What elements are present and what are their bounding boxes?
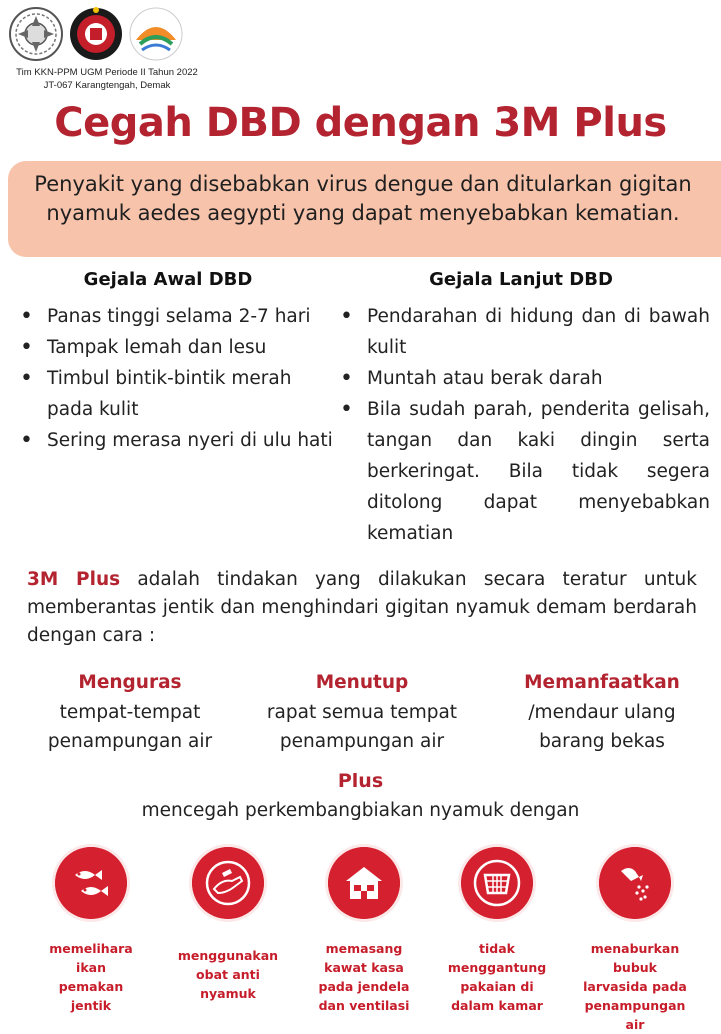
plus-definition: [27, 566, 697, 650]
label-line: obat anti: [196, 967, 260, 982]
memanfaatkan-desc-line-2: barang bekas: [539, 731, 665, 752]
plus-definition-text: adalah tindakan yang dilakukan secara teratur untuk memberantas jentik dan menghindari gigitan nyamuk demam berdarah dengan cara :: [27, 569, 697, 646]
menutup-desc-line-2: penampungan air: [279, 731, 445, 752]
menguras-block: [20, 668, 240, 756]
label-line: penampungan: [584, 998, 686, 1013]
list-item: • Sering merasa nyeri di ulu hati: [14, 425, 334, 456]
plus-item-fish: [26, 847, 156, 1013]
page-title: Cegah DBD dengan 3M Plus: [54, 100, 667, 146]
memanfaatkan-title: Memanfaatkan: [524, 672, 680, 693]
label-line: larvasida pada: [583, 979, 687, 994]
memanfaatkan-desc-line-1: /mendaur ulang: [528, 702, 676, 723]
plus-item-label: [570, 939, 700, 1034]
ugm-emblem-logo: [8, 6, 64, 62]
label-line: kawat kasa: [324, 960, 404, 975]
label-line: bubuk: [612, 960, 657, 975]
menutup-block: [252, 668, 472, 756]
definition-text: Penyakit yang disebabkan virus dengue dan ditularkan gigitan nyamuk aedes aegypti yang dapat menyebabkan kematian.: [34, 172, 692, 225]
label-line: dan ventilasi: [318, 998, 410, 1013]
label-line: memasang: [325, 941, 403, 956]
list-item: • Muntah atau berak darah: [334, 363, 710, 394]
list-item: • Pendarahan di hidung dan di bawah kulit: [334, 301, 710, 363]
label-line: jentik: [70, 998, 112, 1013]
house-window-icon: [328, 847, 400, 919]
menutup-desc-line-1: rapat semua tempat: [266, 702, 458, 723]
logo-group: [8, 6, 208, 64]
plus-item-label: [432, 939, 562, 1015]
plus-item-label: [26, 939, 156, 1015]
team-caption: [0, 66, 214, 92]
plus-title: Plus: [337, 770, 384, 792]
label-line: menggunakan: [177, 948, 279, 963]
plus-item-clothes: [432, 847, 562, 1013]
team-line-1: Tim KKN-PPM UGM Periode II Tahun 2022: [16, 67, 198, 78]
menguras-desc-line-1: tempat-tempat: [59, 702, 201, 723]
karangtengah-logo: [128, 6, 184, 62]
early-symptoms-list: [14, 301, 334, 456]
label-line: menggantung: [447, 960, 547, 975]
menguras-title: Menguras: [78, 672, 182, 693]
plus-keyword: 3M Plus: [27, 569, 121, 590]
advanced-symptoms-title: Gejala Lanjut DBD: [429, 269, 613, 290]
list-item: • Tampak lemah dan lesu: [14, 332, 334, 363]
team-line-2: JT-067 Karangtengah, Demak: [43, 80, 171, 91]
label-line: tidak: [479, 941, 515, 956]
memanfaatkan-block: [492, 668, 712, 756]
label-line: pakaian di: [460, 979, 534, 994]
plus-item-window-screen: [299, 847, 429, 1013]
laundry-basket-icon: [461, 847, 533, 919]
label-line: pada jendela: [318, 979, 410, 994]
label-line: air: [625, 1017, 645, 1032]
plus-item-larvicide: [570, 847, 700, 1032]
label-line: menaburkan: [590, 941, 680, 956]
plus-subtitle: mencegah perkembangbiakan nyamuk dengan: [141, 800, 580, 821]
early-symptoms-title: Gejala Awal DBD: [83, 269, 253, 290]
label-line: dalam kamar: [451, 998, 543, 1013]
menguras-desc-line-2: penampungan air: [47, 731, 213, 752]
plus-item-label: [299, 939, 429, 1015]
list-item: • Timbul bintik-bintik merah pada kulit: [14, 363, 334, 425]
sprinkle-powder-icon: [599, 847, 671, 919]
label-line: memelihara: [49, 941, 133, 956]
lotion-hand-icon: [192, 847, 264, 919]
label-line: nyamuk: [200, 986, 256, 1001]
label-line: ikan: [76, 960, 106, 975]
menutup-title: Menutup: [315, 672, 409, 693]
advanced-symptoms-list: [334, 301, 710, 549]
kkn-ppm-badge-logo: [68, 6, 124, 62]
label-line: pemakan: [58, 979, 124, 994]
fish-icon: [55, 847, 127, 919]
plus-item-repellent: [163, 847, 293, 1001]
plus-item-label: [163, 946, 293, 1003]
list-item: • Bila sudah parah, penderita gelisah, tangan dan kaki dingin serta berkeringat. Bila tidak segera ditolong dapat menyebabkan kematian: [334, 394, 710, 549]
list-item: • Panas tinggi selama 2-7 hari: [14, 301, 334, 332]
